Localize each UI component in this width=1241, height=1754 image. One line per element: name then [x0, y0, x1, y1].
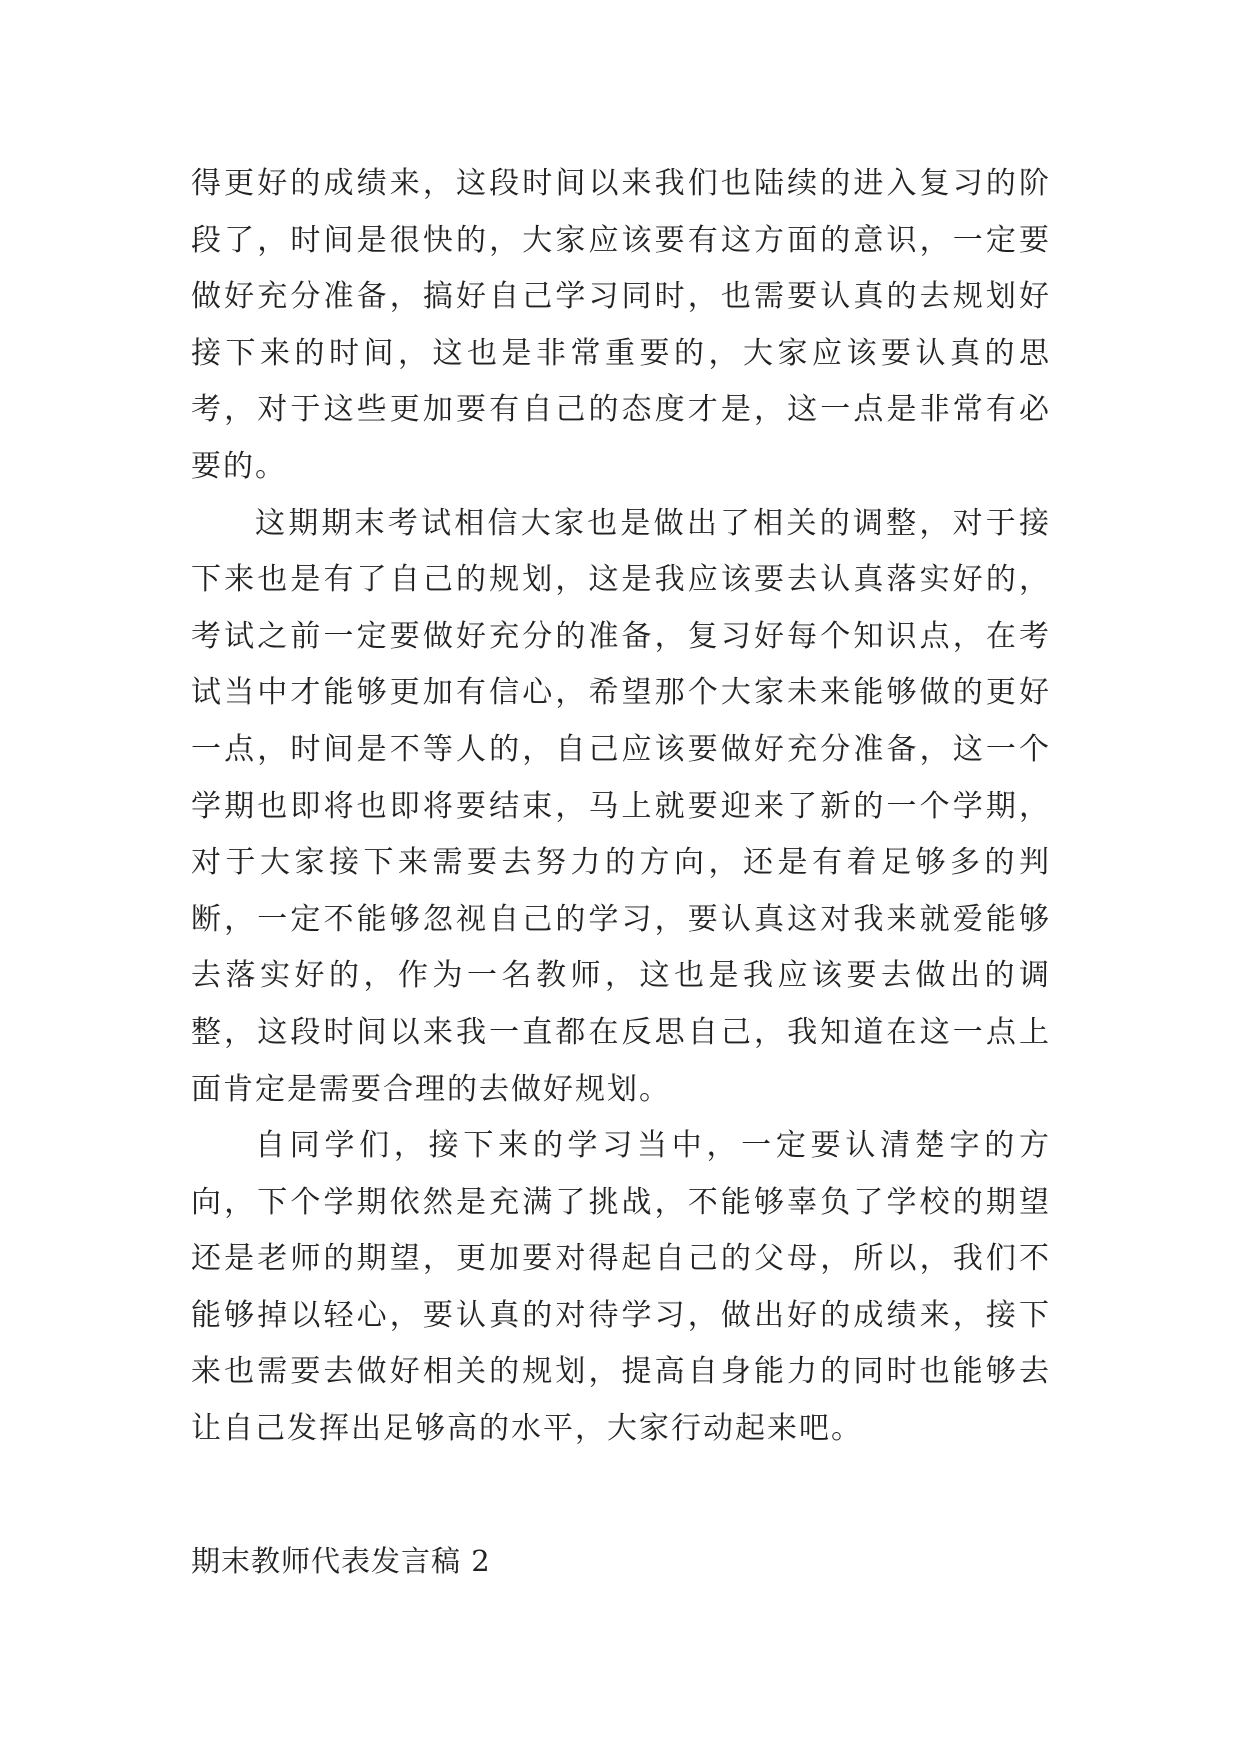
paragraph-2: 这期期末考试相信大家也是做出了相关的调整，对于接下来也是有了自己的规划，这是我应该要去认真落实好的，考试之前一定要做好充分的准备，复习好每个知识点，在考试当中才能够更加有信心，希望那个大家未来能够做的更好一点，时间是不等人的，自己应该要做好充分准备，这一个学期也即将也即将要结束，马上就要迎来了新的一个学期，对于大家接下来需要去努力的方向，还是有着足够多的判断，一定不能够忽视自己的学习，要认真这对我来就爱能够去落实好的，作为一名教师，这也是我应该要去做出的调整，这段时间以来我一直都在反思自己，我知道在这一点上面肯定是需要合理的去做好规划。 [191, 505, 1051, 1107]
document-body [191, 156, 1051, 1589]
paragraph-3: 自同学们，接下来的学习当中，一定要认清楚字的方向，下个学期依然是充满了挑战，不能够辜负了学校的期望还是老师的期望，更加要对得起自己的父母，所以，我们不能够掉以轻心，要认真的对待学习，做出好的成绩来，接下来也需要去做好相关的规划，提高自身能力的同时也能够去让自己发挥出足够高的水平，大家行动起来吧。 [191, 1128, 1051, 1447]
section-heading: 期末教师代表发言稿 2 [191, 1543, 491, 1578]
paragraph-1: 得更好的成绩来，这段时间以来我们也陆续的进入复习的阶段了，时间是很快的，大家应该要有这方面的意识，一定要做好充分准备，搞好自己学习同时，也需要认真的去规划好接下来的时间，这也是非常重要的，大家应该要认真的思考，对于这些更加要有自己的态度才是，这一点是非常有必要的。 [191, 166, 1051, 484]
